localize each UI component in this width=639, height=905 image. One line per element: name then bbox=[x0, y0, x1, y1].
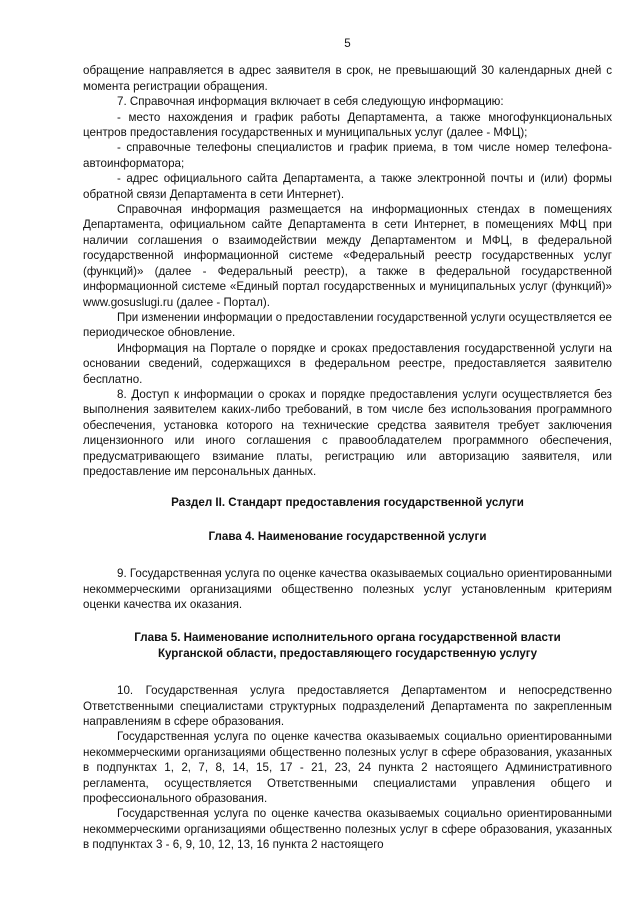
page-number: 5 bbox=[344, 37, 351, 50]
paragraph-10: 10. Государственная услуга предоставляется Департаментом и непосредственно Ответственными специалистами структурных подразделений Департамента по закрепленным направлениям в сфере образования. bbox=[83, 684, 612, 729]
list-item-website: - адрес официального сайта Департамента, а также электронной почты и (или) формы обратной связи Департамента в сети Интернет). bbox=[83, 172, 612, 201]
paragraph-8-access: 8. Доступ к информации о сроках и порядке предоставления услуги осуществляется без выполнения заявителем каких-либо требований, в том числе без использования программного обеспечения, установка которого на технические средства заявителя требует заключения лицензионного или иного соглашения с правообладателем программного обеспечения, предусматривающего взимание платы, регистрацию или авторизацию заявителя, или предоставление им персональных данных. bbox=[83, 387, 612, 478]
paragraph-9: 9. Государственная услуга по оценке качества оказываемых социально ориентированными некоммерческими организациями общественно полезных услуг установленным критериям оценки качества их оказания. bbox=[83, 567, 612, 611]
chapter-4-heading: Глава 4. Наименование государственной услуги bbox=[208, 529, 487, 543]
chapter-5-heading-line-2: Курганской области, предоставляющего государственную услугу bbox=[157, 646, 538, 660]
paragraph-portal-info: Информация на Портале о порядке и сроках предоставления государственной услуги на основании сведений, содержащихся в федеральном реестре, предоставляется заявителю бесплатно. bbox=[83, 341, 612, 386]
paragraph-general-education: Государственная услуга по оценке качества оказываемых социально ориентированными некоммерческими организациями общественно полезных услуг в сфере образования, указанных в подпунктах 1, 2, 7, 8, 14, 15, 17 - 21, 23, 24 пункта 2 настоящего Административного регламента, осуществляется Ответственными специалистами управления общего и профессионального образования. bbox=[83, 730, 612, 806]
paragraph-registration-deadline: обращение направляется в адрес заявителя в срок, не превышающий 30 календарных дней с момента регистрации обращения. bbox=[83, 64, 612, 93]
list-item-location: - место нахождения и график работы Департамента, а также многофункциональных центров предоставления государственных и муниципальных услуг (далее - МФЦ); bbox=[83, 110, 612, 140]
list-item-phones: - справочные телефоны специалистов и график приема, в том числе номер телефона-автоинформатора; bbox=[83, 141, 612, 170]
paragraph-7-intro: 7. Справочная информация включает в себя следующую информацию: bbox=[117, 95, 504, 109]
paragraph-info-update: При изменении информации о предоставлении государственной услуги осуществляется ее периодическое обновление. bbox=[83, 310, 612, 340]
chapter-5-heading-line-1: Глава 5. Наименование исполнительного органа государственной власти bbox=[134, 631, 561, 645]
section-heading: Раздел II. Стандарт предоставления государственной услуги bbox=[171, 496, 524, 510]
paragraph-info-placement: Справочная информация размещается на информационных стендах в помещениях Департамента, официальном сайте Департамента в сети Интернет, в помещениях МФЦ при наличии соглашения о взаимодействии между Департаментом и МФЦ, в федеральной государственной информационной системе «Федеральный реестр государственных услуг (функций)» (далее - Федеральный реестр), а также в федеральной государственной информационной системе «Единый портал государственных и муниципальных услуг (функций)» www.gosuslugi.ru (далее - Портал). bbox=[83, 203, 612, 309]
paragraph-other-subpoints: Государственная услуга по оценке качества оказываемых социально ориентированными некоммерческими организациями общественно полезных услуг в сфере образования, указанных в подпунктах 3 - 6, 9, 10, 12, 13, 16 пункта 2 настоящего bbox=[83, 807, 612, 852]
